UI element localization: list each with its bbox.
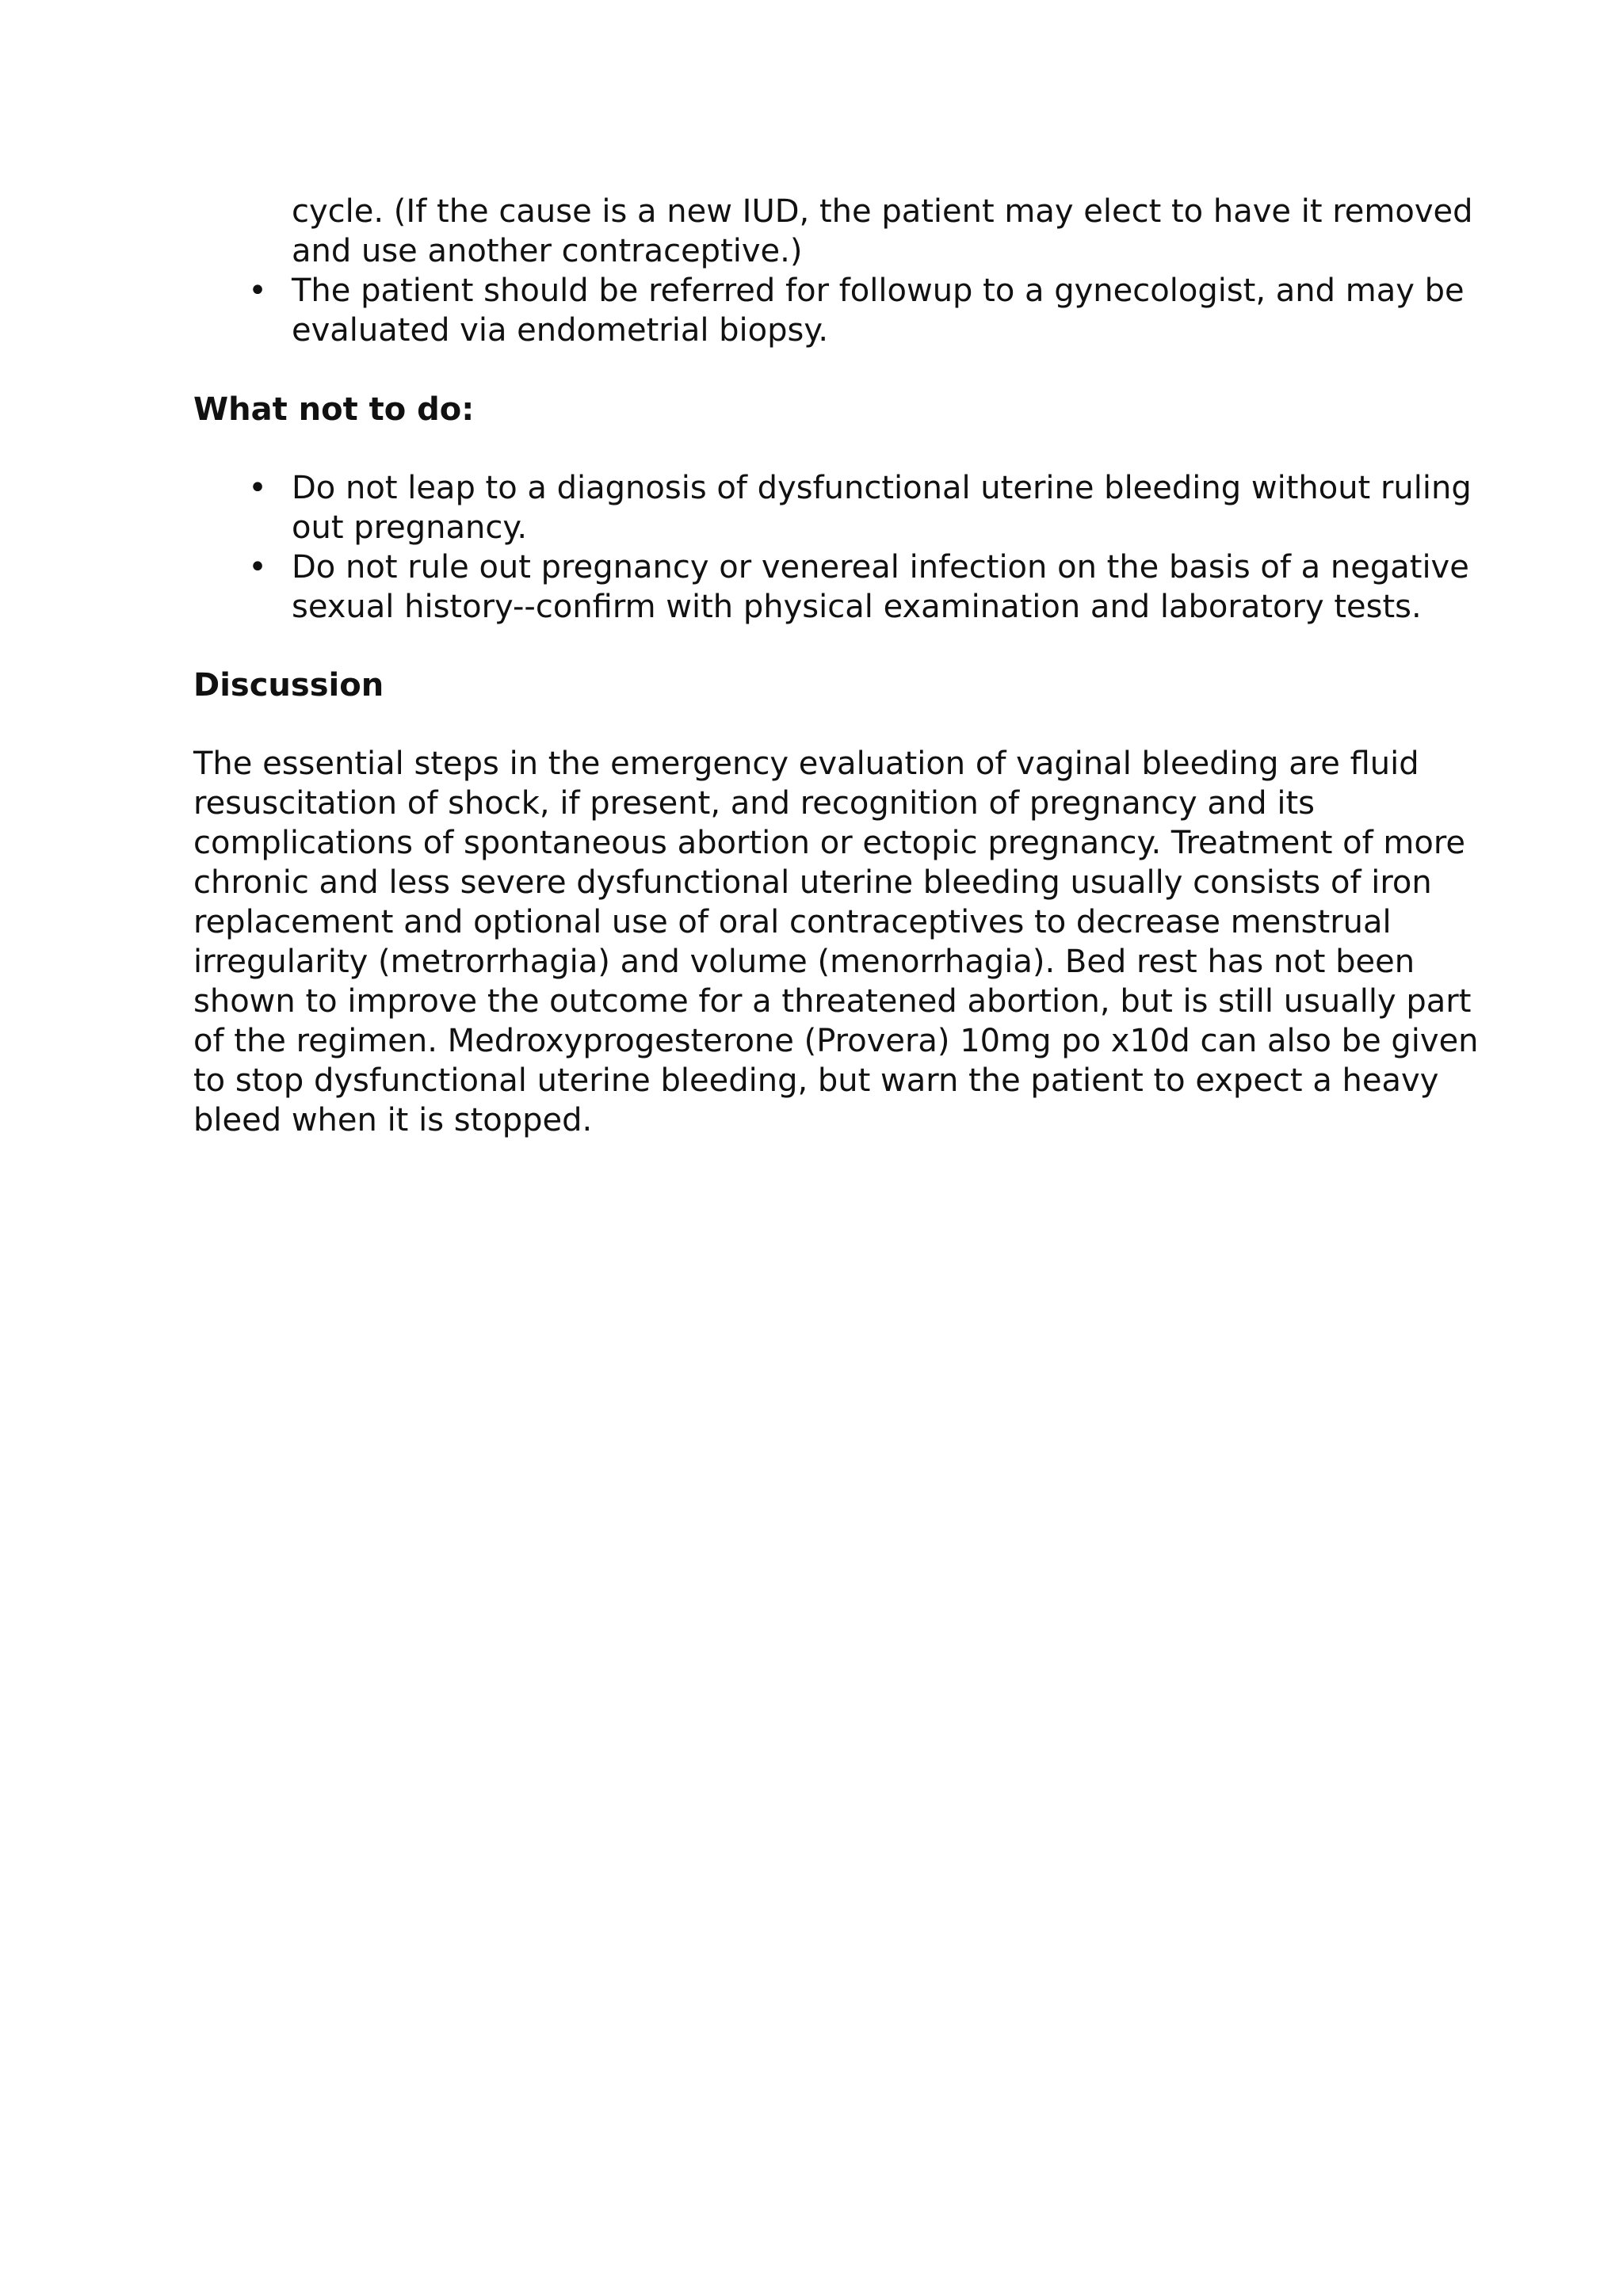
followup-list [193,271,1493,350]
section-heading-discussion: Discussion [193,667,384,704]
discussion-paragraph: The essential steps in the emergency evaluation of vaginal bleeding are fluid resuscitation of shock, if present, and recognition of pregnancy and its complications of spontaneous abortion or ectopic pregnancy. Treatment of more chronic and less severe dysfunctional uterine bleeding usually consists of iron replacement and optional use of oral contraceptives to decrease menstrual irregularity (metrorrhagia) and volume (menorrhagia). Bed rest has not been shown to improve the outcome for a threatened abortion, but is still usually part of the regimen. Medroxyprogesterone (Provera) 10mg po x10d can also be given to stop dysfunctional uterine bleeding, but warn the patient to expect a heavy bleed when it is stopped. [193,746,1479,1138]
what-not-list [193,468,1493,627]
list-item [193,271,1493,350]
list-item [193,468,1493,547]
list-item-text: Do not leap to a diagnosis of dysfunctional uterine bleeding without ruling out pregnancy. [292,470,1472,546]
document-body [193,192,1493,1140]
list-item-text: The patient should be referred for followup to a gynecologist, and may be evaluated via endometrial biopsy. [292,273,1465,349]
list-item-text: Do not rule out pregnancy or venereal infection on the basis of a negative sexual history--confirm with physical examination and laboratory tests. [292,549,1469,625]
bullet-icon: • [248,549,267,585]
bullet-icon: • [248,470,267,506]
continued-paragraph: cycle. (If the cause is a new IUD, the patient may elect to have it removed and use another contraceptive.) [292,193,1473,269]
bullet-icon: • [248,273,267,309]
list-item [193,547,1493,627]
section-heading-what-not-to-do: What not to do: [193,391,475,428]
